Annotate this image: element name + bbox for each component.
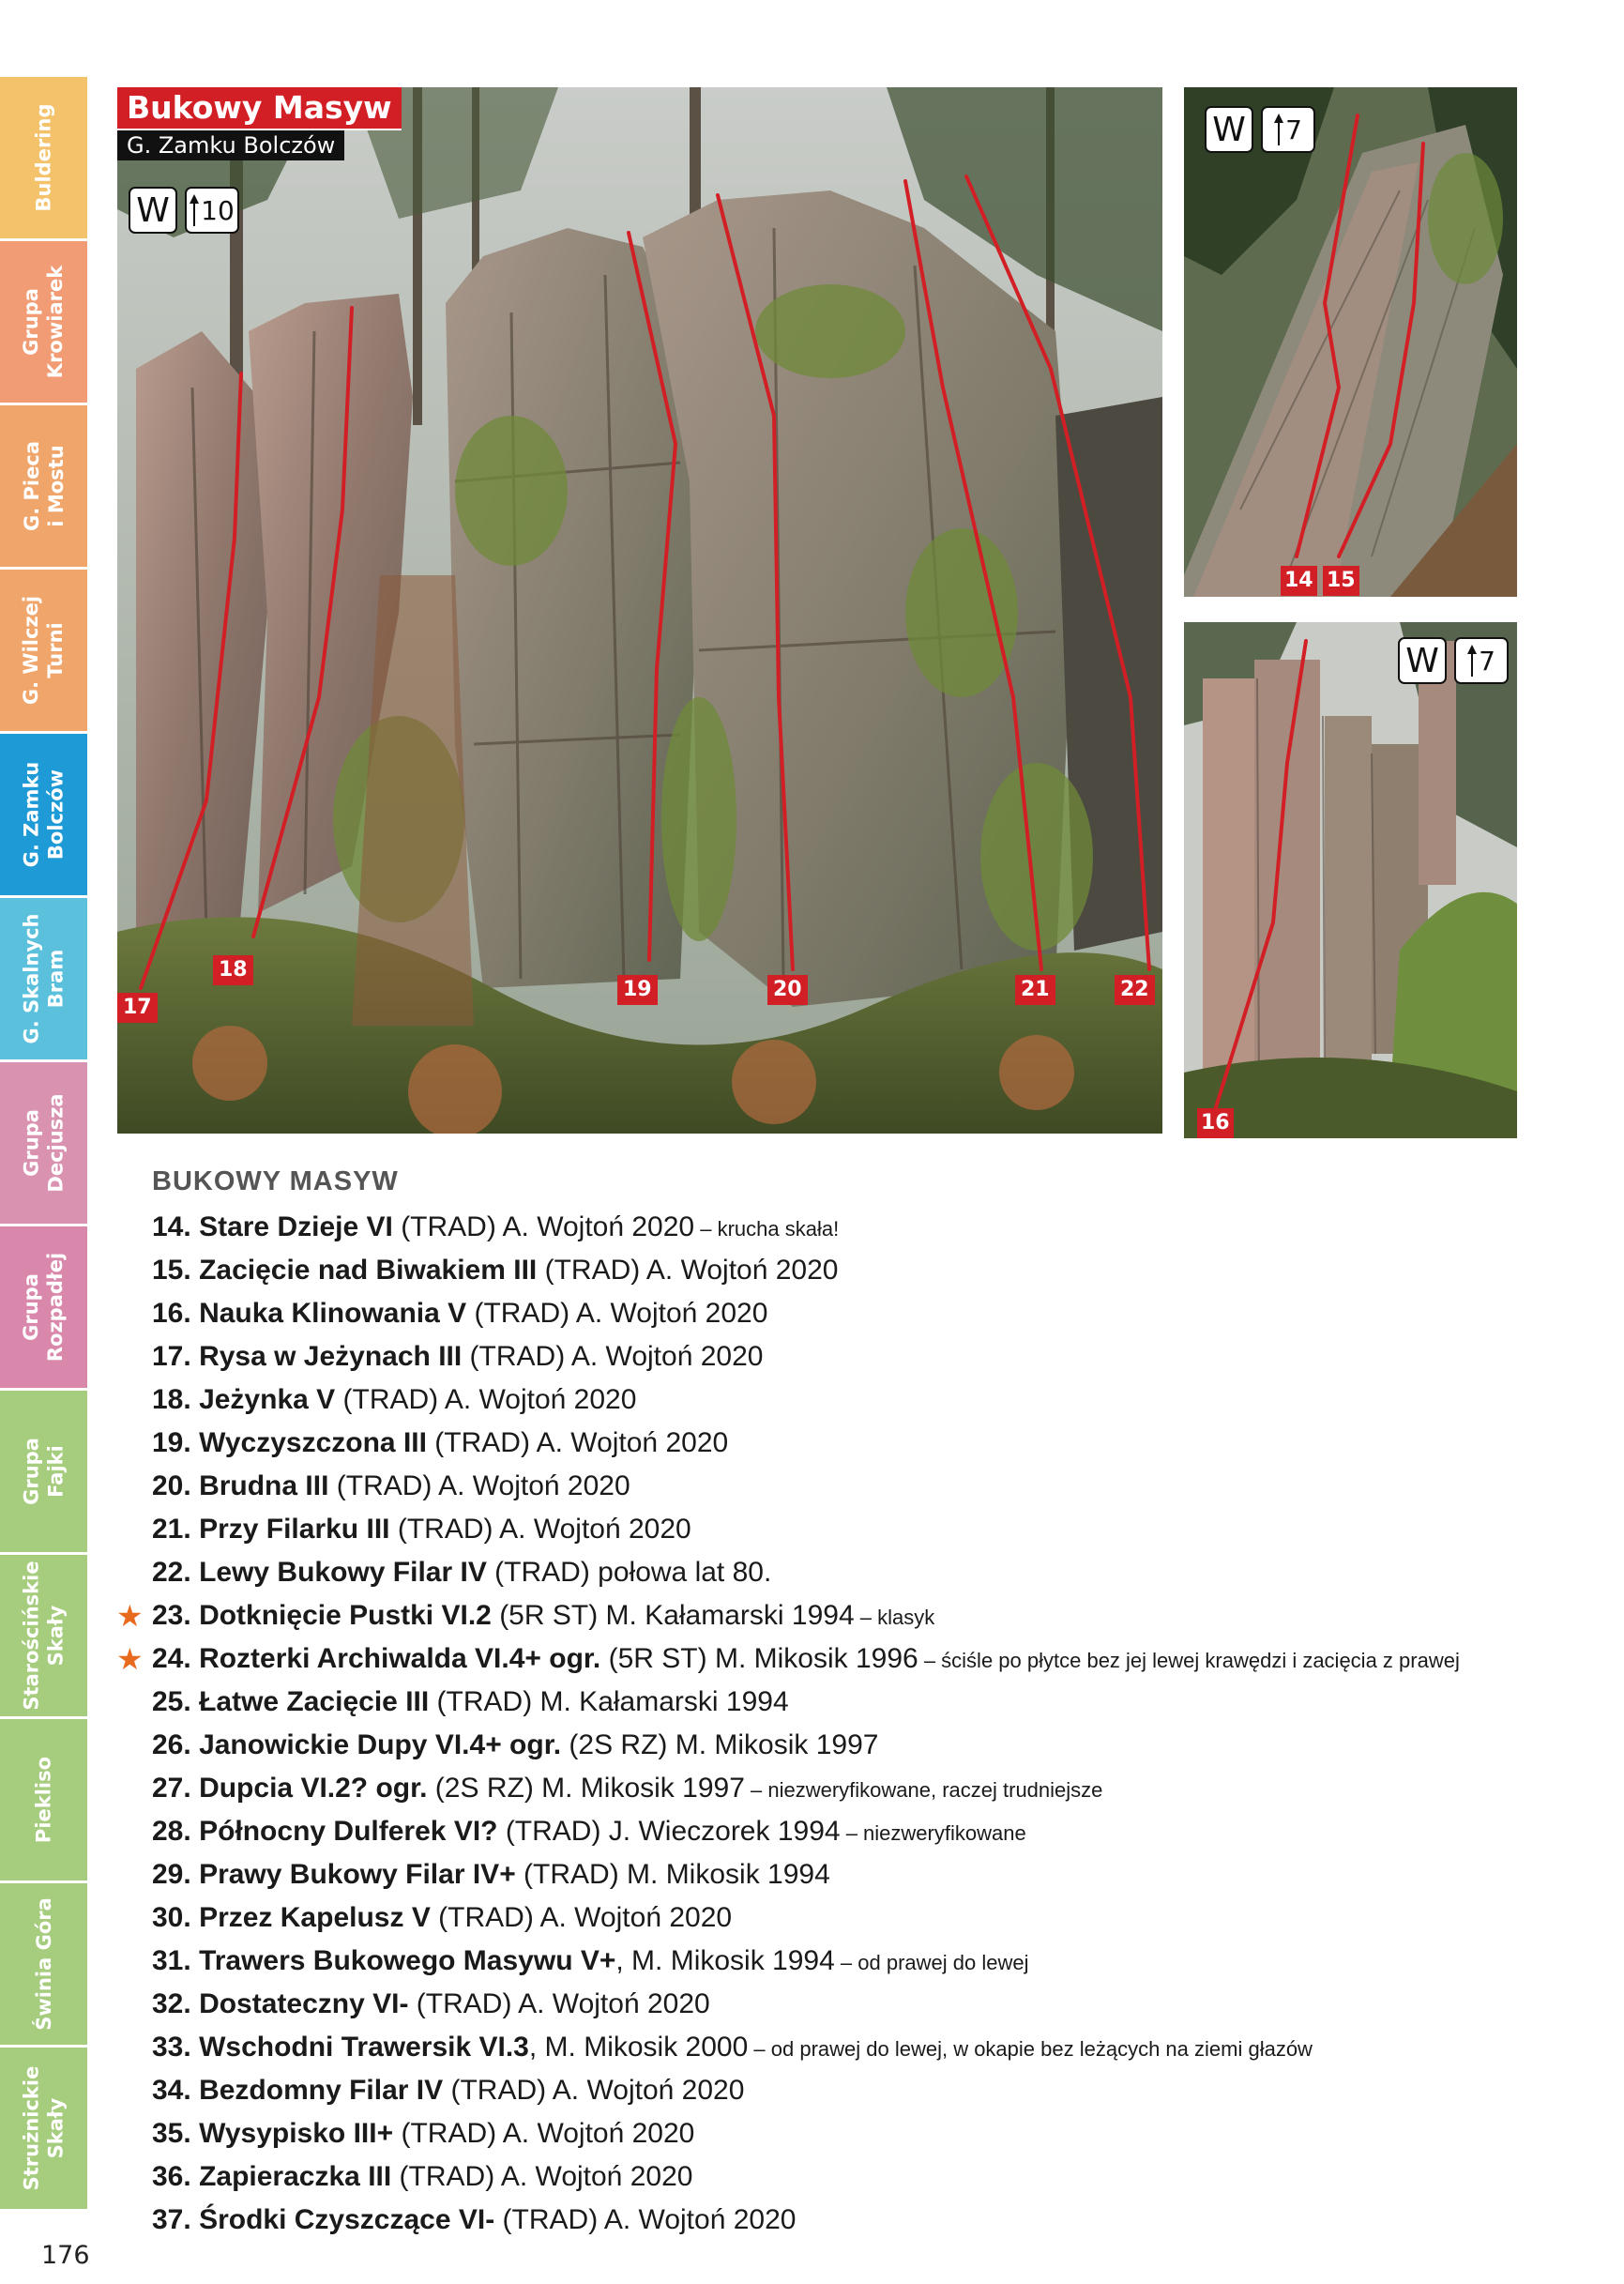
route-name: Środki Czyszczące — [199, 2204, 451, 2235]
route-number: 31. — [152, 1945, 191, 1976]
route-name: Wysypisko — [199, 2118, 346, 2149]
top-photo-badges — [1205, 106, 1315, 153]
route-number: 22. — [152, 1557, 191, 1588]
route-details: (TRAD) A. Wojtoń 2020 — [443, 2075, 745, 2106]
route-grade: VI.2 — [441, 1600, 492, 1631]
chapter-tab-line: G. Zamku — [20, 761, 43, 868]
crag-subtitle: G. Zamku Bolczów — [117, 130, 344, 160]
route-details: (TRAD) połowa lat 80. — [486, 1557, 772, 1588]
bottom-photo-badges — [1398, 637, 1509, 684]
chapter-tab-line: Grupa — [20, 1273, 43, 1341]
route-number: 32. — [152, 1988, 191, 2019]
chapter-tab — [0, 1391, 87, 1552]
route-name: Janowickie Dupy — [199, 1729, 428, 1760]
route-note: – krucha skała! — [694, 1217, 840, 1241]
chapter-tab-line: Skały — [44, 2097, 68, 2159]
chapter-tab-label — [20, 2066, 68, 2191]
star-icon: ★ — [116, 1642, 144, 1676]
route-entry — [152, 1724, 1460, 1767]
chapter-tab-label — [20, 441, 68, 531]
route-grade: V — [411, 1902, 431, 1933]
chapter-tab-label — [20, 1561, 68, 1710]
route-label-19: 19 — [617, 975, 658, 1005]
route-name: Wyczyszczona — [199, 1427, 396, 1458]
route-name: Zacięcie nad Biwakiem — [199, 1255, 506, 1286]
chapter-tab — [0, 898, 87, 1059]
route-number: 20. — [152, 1470, 191, 1501]
chapter-tab-line: Strużnickie — [20, 2065, 43, 2191]
route-entry — [116, 1594, 1460, 1637]
route-entry — [152, 1508, 1460, 1551]
route-number: 29. — [152, 1859, 191, 1890]
route-details: (TRAD) A. Wojtoń 2020 — [393, 2118, 695, 2149]
route-details: (TRAD) M. Kałamarski 1994 — [429, 1686, 789, 1717]
chapter-tab-line: G. Pieca — [20, 441, 43, 531]
route-number: 15. — [152, 1255, 191, 1286]
route-note: – od prawej do lewej — [834, 1951, 1029, 1974]
route-number: 24. — [152, 1643, 191, 1674]
route-note: – niezweryfikowane — [840, 1821, 1026, 1845]
chapter-tab-label — [20, 762, 68, 868]
route-grade: V — [448, 1298, 467, 1329]
route-number: 18. — [152, 1384, 191, 1415]
route-number: 37. — [152, 2204, 191, 2235]
chapter-tab — [0, 1719, 87, 1880]
route-name: Lewy Bukowy Filar — [199, 1557, 453, 1588]
route-entry — [152, 2155, 1460, 2199]
main-crag-photo — [117, 87, 1162, 1134]
route-details: , M. Mikosik 2000 — [528, 2032, 749, 2063]
route-number: 16. — [152, 1298, 191, 1329]
route-label-18: 18 — [213, 955, 253, 985]
route-grade: VI.4+ ogr. — [475, 1643, 601, 1674]
route-grade: IV+ — [472, 1859, 516, 1890]
wall-orientation-badge: W — [129, 187, 177, 234]
route-entry — [152, 1853, 1460, 1896]
chapter-tab-line: Bolczów — [44, 769, 68, 860]
route-details: (TRAD) A. Wojtoń 2020 — [408, 1988, 710, 2019]
route-entry — [152, 1292, 1460, 1335]
route-name: Wschodni Trawersik — [199, 2032, 472, 2063]
route-grade: VI.3 — [478, 2032, 529, 2063]
chapter-tab — [0, 77, 87, 238]
route-name: Przez Kapelusz — [199, 1902, 404, 1933]
chapter-tab-line: G. Skalnych — [20, 913, 43, 1044]
route-number: 25. — [152, 1686, 191, 1717]
route-name: Łatwe Zacięcie — [199, 1686, 398, 1717]
route-details: (TRAD) A. Wojtoń 2020 — [494, 2204, 797, 2235]
route-entry — [152, 2069, 1460, 2112]
route-entry — [152, 2112, 1460, 2155]
route-grade: IV — [460, 1557, 487, 1588]
route-name: Brudna — [199, 1470, 298, 1501]
route-grade: III — [368, 2161, 392, 2192]
route-entry — [152, 1465, 1460, 1508]
route-grade: III — [305, 1470, 329, 1501]
route-entry — [152, 1681, 1460, 1724]
chapter-tab-line: i Mostu — [44, 445, 68, 527]
route-details: , M. Mikosik 1994 — [615, 1945, 835, 1976]
route-number: 36. — [152, 2161, 191, 2192]
chapter-tab-label — [20, 266, 68, 378]
chapter-tab-label — [20, 1428, 68, 1515]
chapter-tab — [0, 405, 87, 567]
route-number: 21. — [152, 1514, 191, 1545]
route-grade: V — [316, 1384, 336, 1415]
chapter-tab — [0, 2048, 87, 2209]
height-arrow-icon — [1467, 645, 1477, 677]
route-name: Rozterki Archiwalda — [199, 1643, 467, 1674]
height-arrow-icon — [190, 194, 199, 226]
route-grade: III — [513, 1255, 538, 1286]
chapter-tab-label — [32, 104, 56, 212]
chapter-tab-line: Buldering — [32, 103, 55, 212]
chapter-tab-label — [20, 913, 68, 1043]
route-note: – niezweryfikowane, raczej trudniejsze — [744, 1778, 1103, 1802]
chapter-tab-label — [20, 1093, 68, 1192]
chapter-tab — [0, 1062, 87, 1224]
route-number: 34. — [152, 2075, 191, 2106]
route-entry — [116, 1637, 1460, 1681]
route-grade: V+ — [580, 1945, 616, 1976]
wall-height-badge — [1454, 637, 1509, 684]
route-label-17: 17 — [117, 993, 158, 1023]
route-label-21: 21 — [1015, 975, 1055, 1005]
route-details: (TRAD) A. Wojtoń 2020 — [462, 1341, 764, 1372]
route-details: (5R ST) M. Kałamarski 1994 — [491, 1600, 855, 1631]
chapter-tab-label — [20, 596, 68, 705]
route-grade: VI? — [453, 1816, 498, 1847]
bottom-photo-illustration — [1184, 622, 1517, 1138]
chapter-tab-line: Krowiarek — [44, 265, 68, 379]
route-label-22: 22 — [1115, 975, 1155, 1005]
route-details: (5R ST) M. Mikosik 1996 — [600, 1643, 918, 1674]
route-grade: III — [366, 1514, 390, 1545]
chapter-tab-line: Grupa — [20, 288, 43, 356]
route-name: Stare Dzieje — [199, 1211, 359, 1242]
route-number: 17. — [152, 1341, 191, 1372]
route-number: 27. — [152, 1773, 191, 1804]
route-grade: III+ — [353, 2118, 394, 2149]
side-photo-bottom — [1184, 622, 1517, 1138]
route-list — [116, 1206, 1460, 2242]
route-number: 14. — [152, 1211, 191, 1242]
route-name: Zapieraczka — [199, 2161, 360, 2192]
route-entry — [152, 1206, 1460, 1249]
route-entry — [152, 1422, 1460, 1465]
chapter-tab-line: Grupa — [20, 1109, 43, 1177]
route-note: – od prawej do lewej, w okapie bez leżących na ziemi głazów — [748, 2037, 1313, 2061]
route-details: (TRAD) A. Wojtoń 2020 — [328, 1470, 630, 1501]
route-number: 35. — [152, 2118, 191, 2149]
route-grade: IV — [416, 2075, 444, 2106]
route-name: Trawers Bukowego Masywu — [199, 1945, 573, 1976]
route-details: (TRAD) A. Wojtoń 2020 — [392, 1211, 695, 1242]
route-name: Jeżynka — [199, 1384, 309, 1415]
chapter-tab — [0, 734, 87, 895]
route-number: 19. — [152, 1427, 191, 1458]
chapter-tab — [0, 570, 87, 731]
top-photo-illustration — [1184, 87, 1517, 597]
route-grade: III — [405, 1686, 430, 1717]
route-entry — [152, 1335, 1460, 1378]
route-entry — [152, 1378, 1460, 1422]
chapter-tab-line: G. Wilczej — [20, 595, 43, 706]
chapter-tab-label — [32, 1897, 56, 2031]
route-entry — [152, 2026, 1460, 2069]
route-name: Rysa w Jeżynach — [199, 1341, 431, 1372]
height-arrow-icon — [1274, 114, 1283, 145]
route-name: Dostateczny — [199, 1988, 365, 2019]
wall-orientation-badge: W — [1398, 637, 1447, 684]
route-grade: VI- — [372, 1988, 409, 2019]
route-grade: VI — [366, 1211, 393, 1242]
wall-height-value: 7 — [1479, 645, 1495, 677]
route-details: (TRAD) A. Wojtoń 2020 — [335, 1384, 637, 1415]
route-details: (TRAD) A. Wojtoń 2020 — [537, 1255, 839, 1286]
route-details: (2S RZ) M. Mikosik 1997 — [561, 1729, 879, 1760]
route-label-16: 16 — [1197, 1108, 1234, 1138]
chapter-tab — [0, 1883, 87, 2045]
route-number: 30. — [152, 1902, 191, 1933]
side-photo-top — [1184, 87, 1517, 597]
route-label-20: 20 — [767, 975, 808, 1005]
route-details: (TRAD) A. Wojtoń 2020 — [426, 1427, 729, 1458]
route-number: 23. — [152, 1600, 191, 1631]
route-grade: III — [402, 1427, 427, 1458]
wall-height-value: 7 — [1285, 114, 1302, 145]
route-label-15: 15 — [1323, 566, 1359, 596]
route-number: 33. — [152, 2032, 191, 2063]
route-details: (2S RZ) M. Mikosik 1997 — [427, 1773, 745, 1804]
chapter-tab-line: Starościńskie — [20, 1561, 43, 1711]
route-entry — [152, 1983, 1460, 2026]
route-name: Północny Dulferek — [199, 1816, 447, 1847]
route-note: – ściśle po płytce bez jej lewej krawędzi i zacięcia z prawej — [918, 1649, 1460, 1672]
wall-orientation-badge: W — [1205, 106, 1253, 153]
route-details: (TRAD) A. Wojtoń 2020 — [466, 1298, 768, 1329]
route-label-14: 14 — [1281, 566, 1317, 596]
route-entry — [152, 1810, 1460, 1853]
chapter-tab-line: Bram — [44, 949, 68, 1009]
route-details: (TRAD) M. Mikosik 1994 — [515, 1859, 830, 1890]
chapter-tabs — [0, 77, 87, 2212]
chapter-tab-label — [20, 1253, 68, 1362]
chapter-tab-line: Rozpadłej — [44, 1252, 68, 1363]
route-number: 26. — [152, 1729, 191, 1760]
crag-title: Bukowy Masyw — [117, 87, 402, 130]
wall-height-badge — [185, 187, 239, 234]
route-name: Nauka Klinowania — [199, 1298, 440, 1329]
route-name: Dupcia — [199, 1773, 294, 1804]
wall-height-value: 10 — [201, 194, 235, 226]
page-number: 176 — [41, 2241, 90, 2270]
chapter-tab-line: Decjusza — [44, 1093, 68, 1193]
section-heading: BUKOWY MASYW — [152, 1166, 399, 1196]
chapter-tab-line: Piekliso — [32, 1756, 55, 1844]
route-number: 28. — [152, 1816, 191, 1847]
chapter-tab — [0, 241, 87, 403]
route-name: Dotknięcie Pustki — [199, 1600, 434, 1631]
chapter-tab-line: Fajki — [44, 1445, 68, 1498]
chapter-tab — [0, 1226, 87, 1388]
route-grade: III — [438, 1341, 463, 1372]
star-icon: ★ — [116, 1599, 144, 1633]
route-entry — [152, 2199, 1460, 2242]
route-details: (TRAD) A. Wojtoń 2020 — [430, 1902, 733, 1933]
route-entry — [152, 1896, 1460, 1940]
route-details: (TRAD) A. Wojtoń 2020 — [389, 1514, 691, 1545]
route-grade: VI.4+ ogr. — [434, 1729, 562, 1760]
route-name: Prawy Bukowy Filar — [199, 1859, 465, 1890]
main-photo-badges — [129, 187, 239, 234]
chapter-tab — [0, 1555, 87, 1716]
route-entry — [152, 1249, 1460, 1292]
route-grade: VI- — [458, 2204, 495, 2235]
route-entry — [152, 1551, 1460, 1594]
route-entry — [152, 1940, 1460, 1983]
route-entry — [152, 1767, 1460, 1810]
route-name: Przy Filarku — [199, 1514, 359, 1545]
route-grade: VI.2? ogr. — [300, 1773, 428, 1804]
chapter-tab-line: Turni — [44, 622, 68, 678]
route-details: (TRAD) J. Wieczorek 1994 — [497, 1816, 841, 1847]
chapter-tab-line: Świnia Góra — [32, 1897, 55, 2031]
chapter-tab-label — [32, 1757, 56, 1844]
route-note: – klasyk — [854, 1606, 935, 1629]
route-name: Bezdomny Filar — [199, 2075, 409, 2106]
wall-height-badge — [1261, 106, 1315, 153]
route-details: (TRAD) A. Wojtoń 2020 — [391, 2161, 693, 2192]
chapter-tab-line: Skały — [44, 1605, 68, 1667]
chapter-tab-line: Grupa — [20, 1438, 43, 1505]
